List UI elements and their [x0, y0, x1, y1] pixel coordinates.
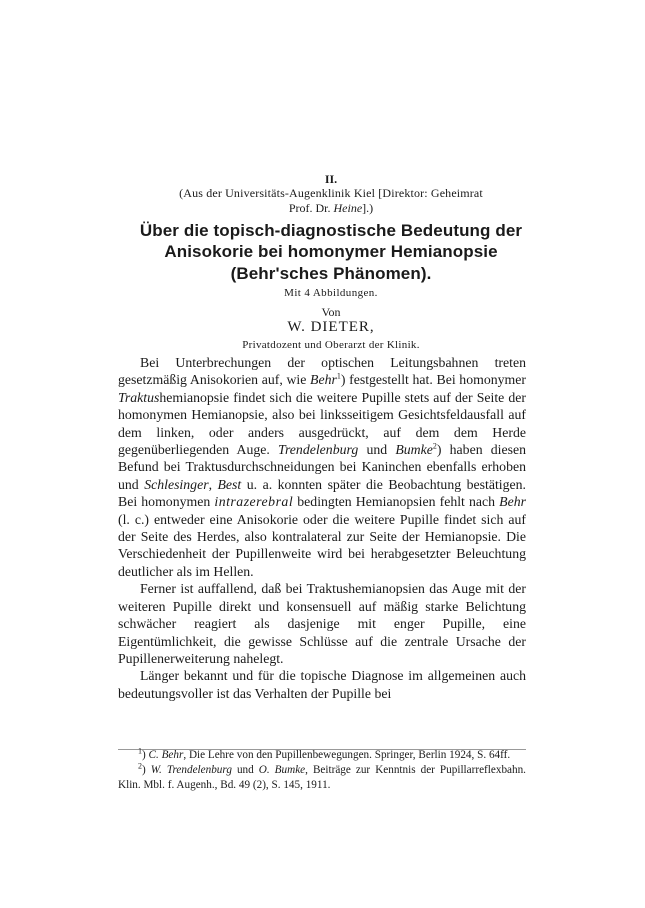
footnote-ref-1: 1	[336, 371, 341, 381]
paragraph-1: Bei Unterbrechungen der optischen Leitungsbahnen treten gesetzmäßig Anisokorien auf, wie Behr$^1$) festgestellt hat. Bei homonymer Traktushemianopsie findet sich die weitere Pupille stets auf der Seite der homonymen Hemianopsie, also bei linksseitigem Gesichtsfeldausfall auf dem linken, oder anders ausgedrückt, auf dem dem Herde gegenüberliegenden Auge. Trendelenburg und Bumke$^2$) haben diesen Befund bei Traktusdurchschneidungen bei Kaninchen ebenfalls erhoben und Schlesinger, Best u. a. konnten später die Beobachtung bestätigen. Bei homonymen intrazerebral bedingten Hemianopsien fehlt nach Behr (l. c.) entweder eine Anisokorie oder die weitere Pupille findet sich auf der Seite des Herdes, also kontralateral zur Seite der Hemianopsie. Die Verschiedenheit der Pupillenweite wird bei herabgesetzter Beleuchtung deutlicher als im Hellen.	[118, 355, 527, 579]
footnote-2: $^2$) W. Trendelenburg und O. Bumke, Beiträge zur Kenntnis der Pupillarreflexbahn. Klin. Mbl. f. Augenh., Bd. 49 (2), S. 145, 1911.	[118, 761, 526, 791]
paragraph-2: Ferner ist auffallend, daß bei Traktushemianopsien das Auge mit der weiteren Pupille direkt und konsensuell auf mäßig starke Belichtung schwächer reagiert als dasjenige mit enger Pupille, eine Eigentümlichkeit, die gewisse Schlüsse auf die zentrale Ursache der Pupillenerweiterung nahelegt.	[118, 581, 526, 666]
author-ref-trendelenburg: Trendelenburg	[278, 442, 359, 458]
author-ref-behr: Behr	[310, 372, 337, 388]
footnote-ref-2: 2	[432, 441, 437, 451]
director-suffix: ].)	[362, 201, 374, 215]
by-label: Von	[321, 305, 341, 319]
author-position: Privatdozent und Oberarzt der Klinik.	[242, 339, 420, 351]
title-line-3: (Behr'sches Phänomen).	[230, 264, 432, 283]
article-body	[118, 354, 526, 702]
footnotes	[118, 748, 526, 793]
title-line-1: Über die topisch-diagnostische Bedeutung der	[139, 221, 523, 240]
term-traktus: Traktus	[118, 389, 160, 405]
director-line	[118, 201, 544, 216]
figures-note: Mit 4 Abbildungen.	[284, 287, 378, 299]
author-ref-best: Best	[217, 476, 242, 492]
director-name: Heine	[333, 201, 363, 215]
footnote-1: $^1$) C. Behr, Die Lehre von den Pupillenbewegungen. Springer, Berlin 1924, S. 64ff.	[138, 746, 511, 761]
institution-line: (Aus der Universitäts-Augenklinik Kiel [Direktor: Geheimrat	[179, 186, 483, 200]
paragraph-3: Länger bekannt und für die topische Diagnose im allgemeinen auch bedeutungsvoller ist das Verhalten der Pupille bei	[118, 668, 526, 701]
title-line-2: Anisokorie bei homonymer Hemianopsie	[164, 242, 498, 261]
author-ref-behr-2: Behr	[499, 494, 526, 510]
author-name: W. DIETER,	[287, 319, 375, 335]
author-ref-bumke: Bumke	[395, 442, 433, 458]
term-intrazerebral: intrazerebral	[214, 494, 294, 510]
director-prefix: Prof. Dr.	[288, 201, 334, 215]
author-ref-schlesinger: Schlesinger	[144, 476, 209, 492]
article-number: II.	[324, 172, 338, 186]
